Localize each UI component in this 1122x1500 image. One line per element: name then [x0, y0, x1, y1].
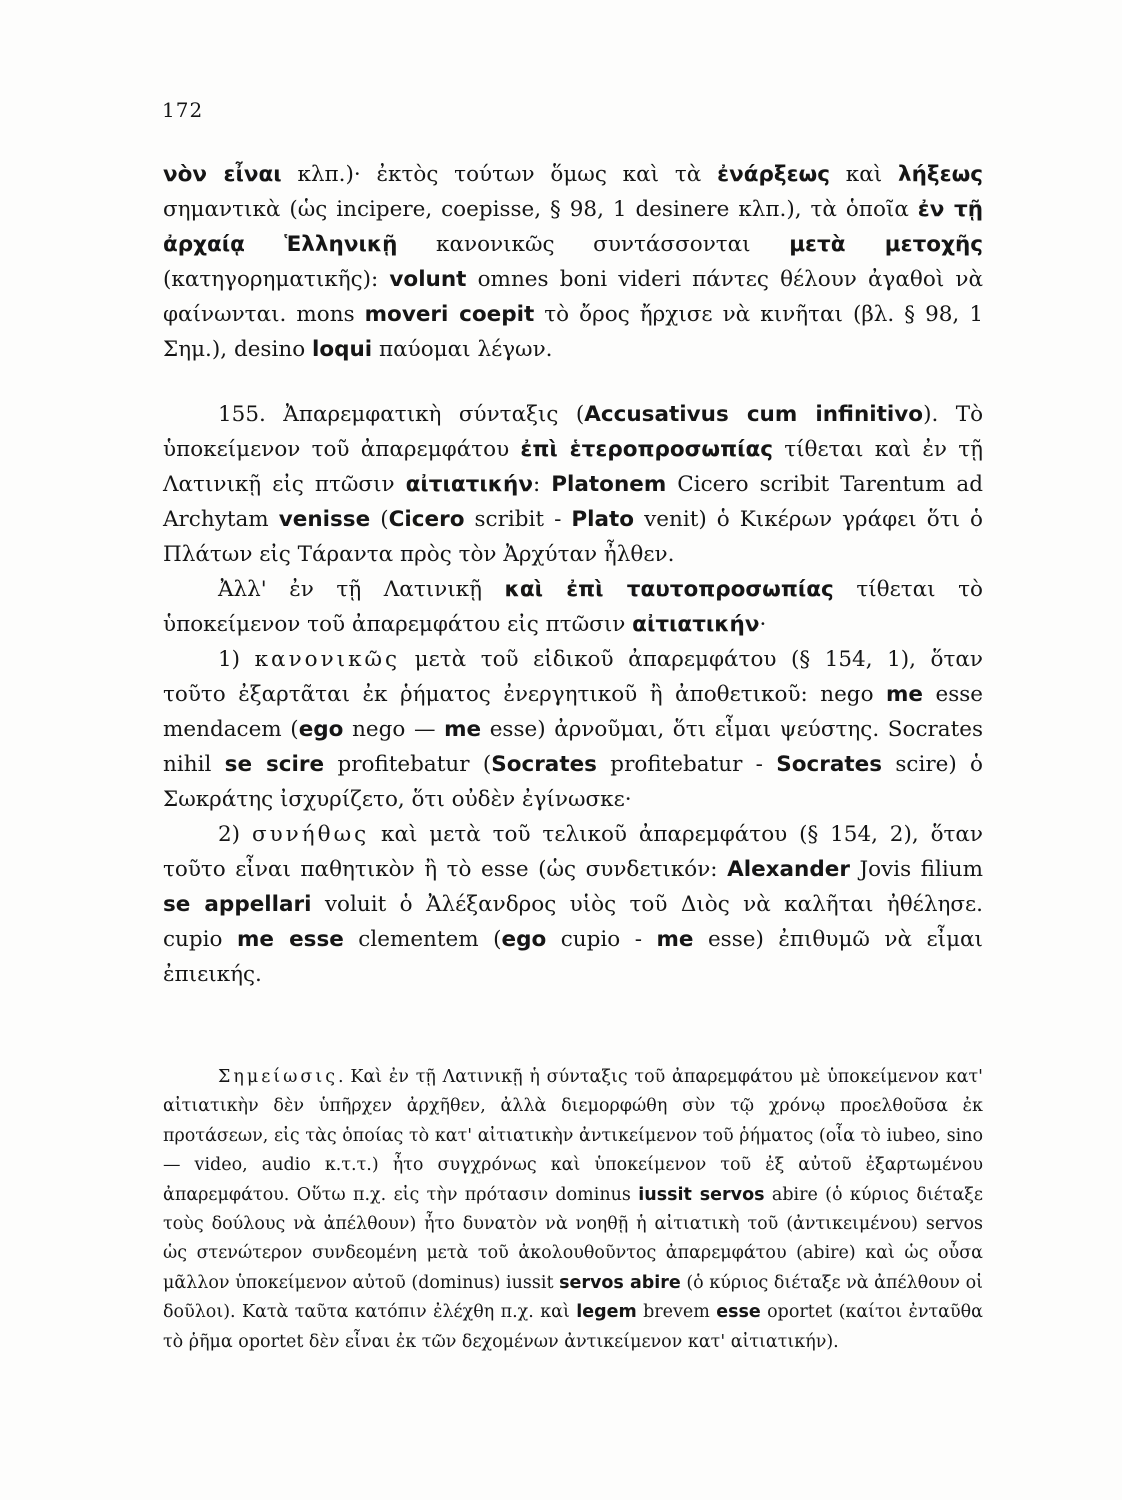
- bold-term: moveri coepit: [364, 302, 535, 327]
- same-person-paragraph: [163, 572, 983, 642]
- page-number: 172: [162, 98, 204, 122]
- text-run: ). Τὸ ὑποκείμενον τοῦ ἀπαρεμφάτου: [163, 402, 984, 462]
- bold-term: αἰτιατικήν: [405, 472, 533, 497]
- text-run: esse) ἐπιθυμῶ νὰ εἶμαι ἐπιεικής.: [163, 927, 983, 987]
- text-run: τὸ ὄρος ἤρχισε νὰ κινῆται (βλ. § 98, 1 Σημ.), desino: [163, 302, 983, 362]
- bold-term: ego: [298, 717, 344, 742]
- bold-term: Socrates: [491, 752, 597, 777]
- text-run: clementem (: [343, 927, 502, 952]
- bold-term: Cicero: [388, 507, 465, 532]
- bold-term: καὶ ἐπὶ ταυτοπροσωπίας: [504, 577, 834, 602]
- bold-term: ego: [501, 927, 547, 952]
- text-run: brevem: [636, 1302, 717, 1323]
- bold-term: loqui: [311, 337, 373, 362]
- bold-term: αἰτιατικήν: [632, 612, 760, 637]
- spaced-term: κανονικῶς: [254, 647, 401, 672]
- text-run: τίθεται καὶ ἐν τῇ Λατινικῇ εἰς πτῶσιν: [163, 437, 983, 497]
- text-run: . Καὶ ἐν τῇ Λατινικῇ ἡ σύνταξις τοῦ ἀπαρεμφάτου μὲ ὑποκείμενον κατ' αἰτιατικὴν δὲν ὑπῆρχεν ἀρχῆθεν, ἀλλὰ διεμορφώθη σὺν τῷ χρόνῳ προελθοῦσα ἐκ προτάσεων, εἰς τὰς ὁποίας τὸ κατ' αἰτιατικὴν ἀντικείμενον τοῦ ῥήματος (οἷα τὸ iubeo, sino — video, audio κ.τ.τ.) ἦτο συγχρόνως καὶ ὑποκείμενον τοῦ ἐξ αὐτοῦ ἐξαρτωμένου ἀπαρεμφάτου. Οὕτω π.χ. εἰς τὴν πρότασιν dominus: [163, 1067, 983, 1205]
- bold-term: Accusativus cum infinitivo: [584, 402, 924, 427]
- text-run: omnes boni videri πάντες θέλουν ἀγαθοὶ νὰ φαίνωνται. mons: [163, 267, 983, 327]
- text-run: (ὁ κύριος διέταξε νὰ ἀπέλθουν οἱ δοῦλοι). Κατὰ ταῦτα κατόπιν ἐλέχθη π.χ. καὶ: [163, 1272, 983, 1323]
- text-run: Jovis filium: [849, 857, 983, 882]
- bold-term: Alexander: [727, 857, 850, 882]
- paragraph-gap: [163, 367, 983, 397]
- text-run: σημαντικὰ (ὡς incipere, coepisse, § 98, 1 desinere κλπ.), τὰ ὁποῖα: [163, 197, 918, 222]
- text-run: esse mendacem (: [163, 682, 983, 742]
- text-run: κανονικῶς συντάσσονται: [397, 232, 790, 257]
- text-run: esse) ἀρνοῦμαι, ὅτι εἶμαι ψεύστης. Socrates nihil: [163, 717, 984, 777]
- text-run: 1): [218, 647, 255, 672]
- bold-term: ἐπὶ ἑτεροπροσωπίας: [520, 437, 773, 462]
- text-run: κλπ.)· ἐκτὸς τούτων ὅμως καὶ τὰ: [281, 162, 718, 187]
- bold-term: Platonem: [551, 472, 667, 497]
- text-run: scire) ὁ Σωκράτης ἰσχυρίζετο, ὅτι οὐδὲν ἐγίνωσκε·: [163, 752, 983, 812]
- text-run: profitebatur (: [324, 752, 492, 777]
- paragraph-continuation: [163, 157, 983, 367]
- text-run: scribit -: [464, 507, 572, 532]
- main-text: [163, 157, 983, 992]
- text-run: oportet (καίτοι ἐνταῦθα τὸ ῥῆμα oportet δὲν εἶναι ἐκ τῶν δεχομένων ἀντικείμενον κατ' αἰτιατικήν).: [163, 1302, 983, 1352]
- text-run: venit) ὁ Κικέρων γράφει ὅτι ὁ Πλάτων εἰς Τάραντα πρὸς τὸν Ἀρχύταν ἦλθεν.: [163, 507, 983, 567]
- text-run: (: [370, 507, 389, 532]
- bold-term: λήξεως: [897, 162, 983, 187]
- bold-term: venisse: [278, 507, 371, 532]
- text-run: nego —: [343, 717, 445, 742]
- text-run: 155. Ἀπαρεμφατικὴ σύνταξις (: [218, 402, 585, 427]
- bold-term: Socrates: [776, 752, 883, 777]
- bold-term: μετὰ μετοχῆς: [789, 232, 983, 257]
- bold-term: se appellari: [163, 892, 312, 917]
- text-run: καὶ μετὰ τοῦ τελικοῦ ἀπαρεμφάτου (§ 154, 2), ὅταν τοῦτο εἶναι παθητικὸν ἢ τὸ esse (ὡς συνδετικόν:: [163, 822, 984, 882]
- text-run: Cicero scribit Tarentum ad Archytam: [163, 472, 983, 532]
- text-run: abire (ὁ κύριος διέταξε τοὺς δούλους νὰ ἀπέλθουν) ἦτο δυνατὸν νὰ νοηθῇ ἡ αἰτιατικὴ τοῦ (ἀντικειμένου) servos ὡς στενώτερον συνδεομένη μετὰ τοῦ ἀκολουθοῦντος ἀπαρεμφάτου (abire) καὶ ὡς οὖσα μᾶλλον ὑποκείμενον αὐτοῦ (dominus) iussit: [163, 1184, 983, 1293]
- text-run: :: [532, 472, 552, 497]
- bold-term: me: [886, 682, 923, 707]
- text-run: profitebatur -: [596, 752, 777, 777]
- section-155-paragraph: [163, 397, 983, 572]
- text-run: μετὰ τοῦ εἰδικοῦ ἀπαρεμφάτου (§ 154, 1), ὅταν τοῦτο ἐξαρτᾶται ἐκ ῥήματος ἐνεργητικοῦ ἢ ἀποθετικοῦ: nego: [163, 647, 983, 707]
- text-run: cupio -: [546, 927, 657, 952]
- bold-term: me esse: [236, 927, 344, 952]
- spaced-term: συνήθως: [251, 822, 370, 847]
- text-run: τίθεται τὸ ὑποκείμενον τοῦ ἀπαρεμφάτου εἰς πτῶσιν: [163, 577, 983, 637]
- rule-1-paragraph: [163, 642, 983, 817]
- bold-term: ἐν τῇ ἀρχαίᾳ Ἑλληνικῇ: [163, 197, 984, 257]
- text-run: 2): [218, 822, 252, 847]
- note-paragraph: [163, 1063, 983, 1357]
- bold-term: iussit servos: [638, 1184, 765, 1205]
- text-run: voluit ὁ Ἀλέξανδρος υἱὸς τοῦ Διὸς νὰ καλῆται ἠθέλησε. cupio: [163, 892, 983, 952]
- bold-term: νὸν εἶναι: [163, 162, 282, 187]
- bold-term: ἐνάρξεως: [717, 162, 830, 187]
- bold-term: volunt: [389, 267, 467, 292]
- bold-term: me: [444, 717, 482, 742]
- bold-term: legem: [576, 1302, 637, 1323]
- text-run: ·: [759, 612, 767, 637]
- bold-term: se scire: [224, 752, 325, 777]
- text-run: (κατηγορηματικῆς):: [163, 267, 390, 292]
- bold-term: Plato: [571, 507, 635, 532]
- text-run: Ἀλλ' ἐν τῇ Λατινικῇ: [218, 577, 505, 602]
- text-run: καὶ: [829, 162, 898, 187]
- bold-term: esse: [716, 1302, 761, 1323]
- spaced-term: Σημείωσις: [218, 1067, 339, 1087]
- bold-term: servos abire: [559, 1272, 681, 1293]
- note-section: [163, 1063, 983, 1357]
- text-run: παύομαι λέγων.: [372, 337, 553, 362]
- bold-term: me: [656, 927, 694, 952]
- rule-2-paragraph: [163, 817, 983, 992]
